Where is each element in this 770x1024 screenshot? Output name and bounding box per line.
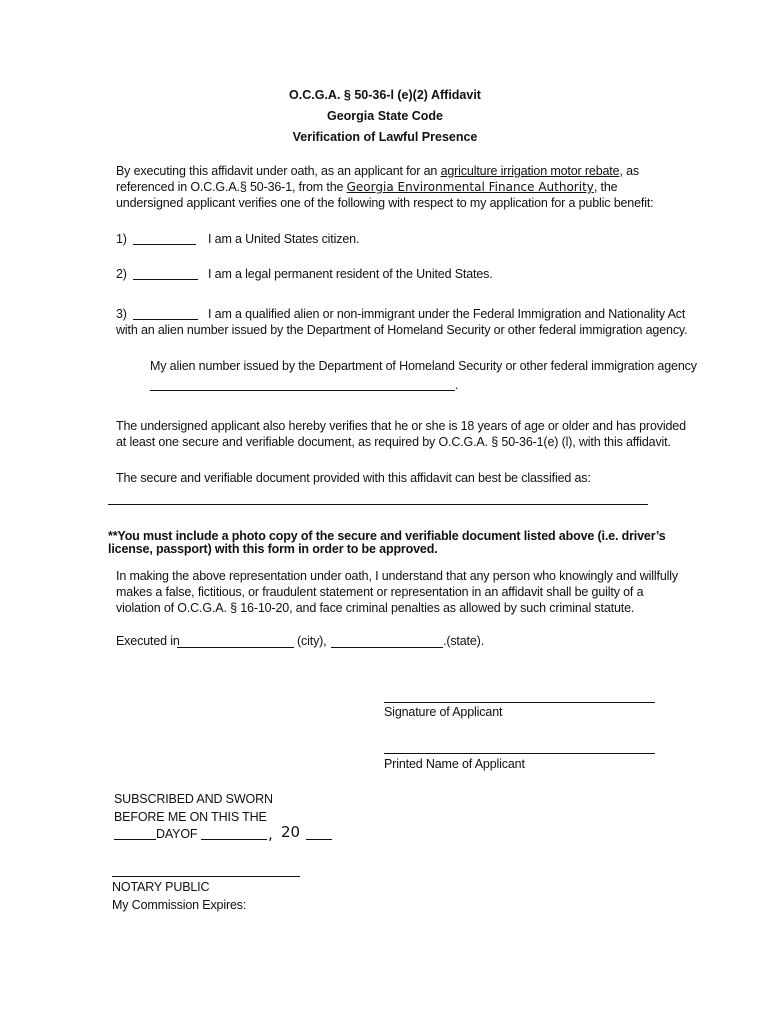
- notary-year-prefix: 20: [281, 823, 301, 841]
- notary-public-label: NOTARY PUBLIC: [112, 880, 210, 894]
- state-label: .(state).: [443, 634, 485, 648]
- printed-name-label: Printed Name of Applicant: [384, 757, 525, 771]
- notary-year-field[interactable]: [306, 839, 332, 840]
- printed-name-field[interactable]: [384, 753, 655, 754]
- document-class-field[interactable]: [108, 504, 648, 505]
- intro-text-2: , as: [619, 164, 639, 178]
- notary-comma: ,: [268, 825, 273, 843]
- intro-text-1: By executing this affidavit under oath, as an applicant for an: [116, 164, 441, 178]
- option-2-blank[interactable]: [133, 279, 198, 280]
- intro-text-4: , the: [593, 180, 618, 194]
- option-3-text-cont: with an alien number issued by the Department of Homeland Security or other federal immigration agency.: [116, 323, 688, 337]
- city-label: (city),: [297, 634, 327, 648]
- option-1-number: 1): [116, 232, 127, 246]
- executed-in-label: Executed in: [116, 634, 180, 648]
- commission-expires-label: My Commission Expires:: [112, 898, 247, 912]
- oath-line-3: violation of O.C.G.A. § 16-10-20, and face criminal penalties as allowed by such criminal statute.: [116, 601, 635, 615]
- agency-name: Georgia Environmental Finance Authority: [346, 180, 594, 194]
- city-field[interactable]: [177, 647, 294, 648]
- option-2-text: I am a legal permanent resident of the United States.: [208, 267, 493, 281]
- option-3-number: 3): [116, 307, 127, 321]
- option-3-blank[interactable]: [133, 319, 198, 320]
- document-class-label: The secure and verifiable document provided with this affidavit can best be classified as:: [116, 471, 591, 485]
- age-verify-line-2: at least one secure and verifiable document, as required by O.C.G.A. § 50-36-1(e) (l), with this affidavit.: [116, 435, 671, 449]
- signature-label: Signature of Applicant: [384, 705, 503, 719]
- alien-number-label: My alien number issued by the Department of Homeland Security or other federal immigration agency: [150, 359, 697, 373]
- intro-line-1: [116, 164, 639, 178]
- notary-signature-field[interactable]: [112, 876, 300, 877]
- intro-line-2: [116, 180, 617, 194]
- form-title: O.C.G.A. § 50-36-l (e)(2) Affidavit: [289, 88, 481, 102]
- form-subtitle-state-code: Georgia State Code: [327, 109, 443, 123]
- notary-day-label: DAYOF: [156, 827, 198, 841]
- alien-number-field[interactable]: [150, 390, 455, 391]
- notice-line-2: license, passport) with this form in order to be approved.: [108, 542, 438, 556]
- alien-number-end: .: [455, 378, 459, 392]
- option-3-text: I am a qualified alien or non-immigrant under the Federal Immigration and Nationality Act: [208, 307, 686, 321]
- oath-line-2: makes a false, fictitious, or fraudulent statement or representation in an affidavit shall be guilty of a: [116, 585, 644, 599]
- signature-field[interactable]: [384, 702, 655, 703]
- program-name: agriculture irrigation motor rebate: [440, 164, 620, 178]
- intro-text-3: referenced in O.C.G.A.§ 50-36-1, from the: [116, 180, 347, 194]
- oath-line-1: In making the above representation under oath, I understand that any person who knowingly and willfully: [116, 569, 678, 583]
- option-2-number: 2): [116, 267, 127, 281]
- option-1-blank[interactable]: [133, 244, 196, 245]
- notary-month-field[interactable]: [201, 839, 267, 840]
- notary-before-line: BEFORE ME ON THIS THE: [114, 810, 267, 824]
- form-subtitle-verification: Verification of Lawful Presence: [292, 130, 478, 144]
- notice-line-1: **You must include a photo copy of the secure and verifiable document listed above (i.e. driver’s: [108, 529, 666, 543]
- notary-day-field[interactable]: [114, 839, 156, 840]
- notary-sworn-line: SUBSCRIBED AND SWORN: [114, 792, 273, 806]
- option-1-text: I am a United States citizen.: [208, 232, 360, 246]
- state-field[interactable]: [331, 647, 443, 648]
- intro-line-3: undersigned applicant verifies one of the following with respect to my application for a public benefit:: [116, 196, 654, 210]
- age-verify-line-1: The undersigned applicant also hereby verifies that he or she is 18 years of age or older and has provided: [116, 419, 686, 433]
